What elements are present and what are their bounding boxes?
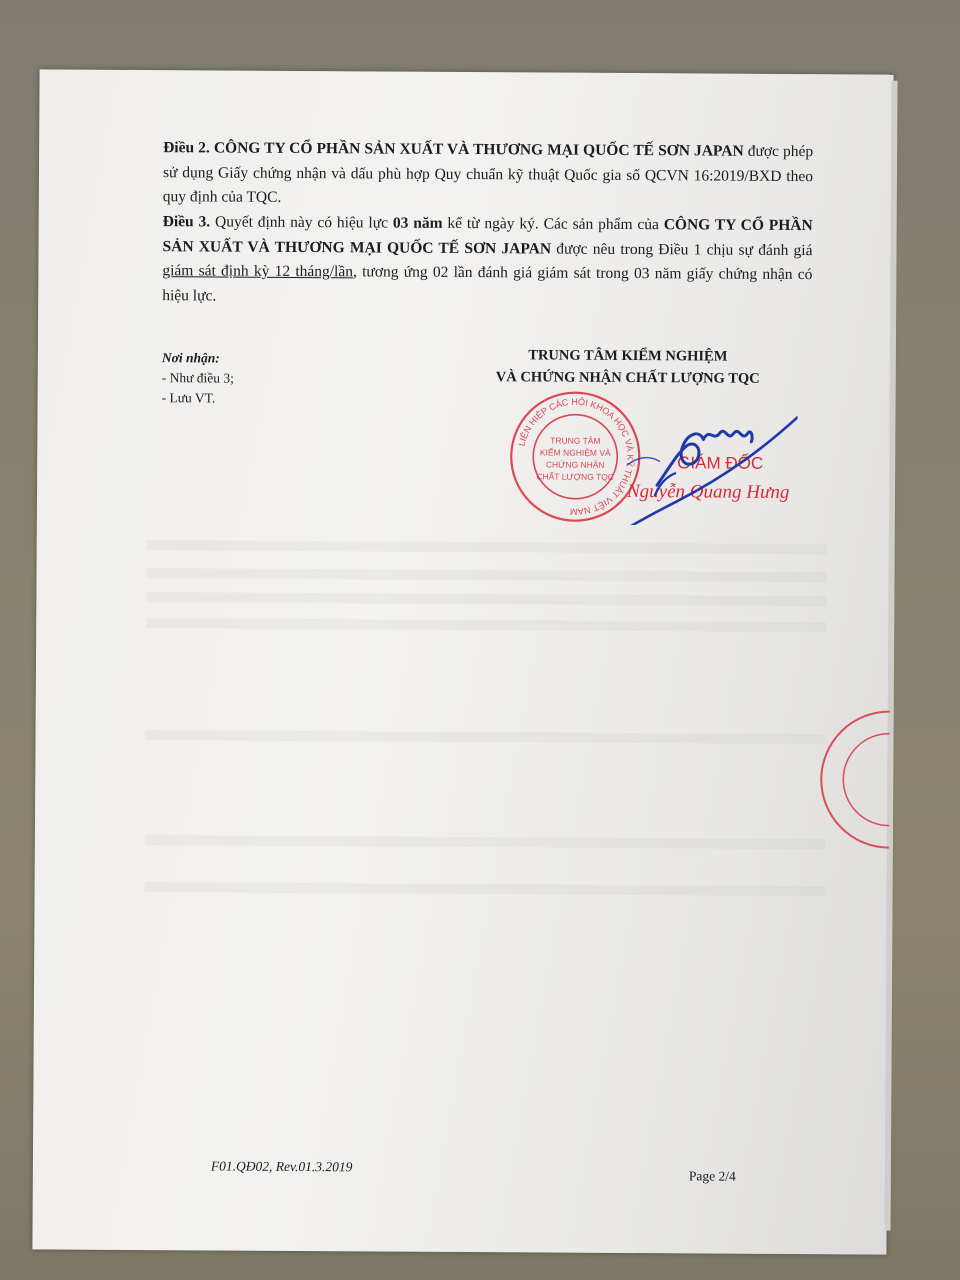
form-code: F01.QĐ02, Rev.01.3.2019: [210, 1158, 353, 1175]
handwritten-signature: [537, 344, 798, 526]
recipients-title: Nơi nhận:: [161, 350, 220, 366]
article-3-text-b: kể từ ngày ký. Các sản phẩm của: [442, 214, 664, 234]
article-2-company: CÔNG TY CỔ PHẦN SẢN XUẤT VÀ THƯƠNG MẠI QUỐC TẾ SƠN JAPAN: [213, 139, 744, 160]
article-3-duration: 03 năm: [392, 214, 443, 232]
signer-name: Nguyễn Quang Hưng: [626, 480, 790, 503]
article-3: [162, 210, 813, 312]
article-3-text-c: được nêu trong Điều 1 chịu sự đánh giá: [551, 240, 813, 259]
article-3-label: Điều 3.: [162, 213, 211, 231]
recipient-item: - Lưu VT.: [161, 390, 216, 406]
seal-center-line: CHẤT LƯỢNG TQC: [536, 471, 614, 482]
recipient-item: - Như điều 3;: [161, 370, 234, 386]
article-2-text: được phép sử dụng Giấy chứng nhận và dấu phù hợp Quy chuẩn kỹ thuật Quốc gia số QCVN 16:2019/BXD theo quy định của TQC.: [162, 142, 814, 206]
page-content: [32, 69, 893, 1254]
organization-line-2: VÀ CHỨNG NHẬN CHẤT LƯỢNG TQC: [495, 369, 760, 387]
article-3-text-d: , tương ứng 02 lần đánh giá giám sát trong 03 năm giấy chứng nhận có hiệu lực.: [162, 263, 813, 304]
seal-ring-text: LIÊN HIỆP CÁC HỘI KHOA HỌC VÀ KỸ THUẬT VIỆT NAM: [516, 396, 636, 517]
organization-line-1: TRUNG TÂM KIỂM NGHIỆM: [528, 347, 728, 365]
seal-center-line: CHỨNG NHẬN: [545, 459, 605, 470]
page-number: Page 2/4: [688, 1168, 736, 1184]
seal-center-line: KIỂM NGHIỆM VÀ: [539, 447, 611, 458]
surveillance-period: giám sát định kỳ 12 tháng/lần: [162, 262, 354, 281]
article-2: [163, 136, 813, 213]
recipients-block: [162, 348, 235, 408]
partial-seal: [799, 704, 890, 855]
seal-center-line: TRUNG TÂM: [550, 435, 601, 446]
document-page: [32, 69, 893, 1254]
article-2-label: Điều 2.: [163, 139, 210, 157]
article-3-company: CÔNG TY CỔ PHẦN SẢN XUẤT VÀ THƯƠNG MẠI QUỐC TẾ SƠN JAPAN: [162, 216, 813, 258]
article-3-text-a: Quyết định này có hiệu lực: [210, 213, 393, 232]
signer-title: GIÁM ĐỐC: [677, 453, 764, 473]
